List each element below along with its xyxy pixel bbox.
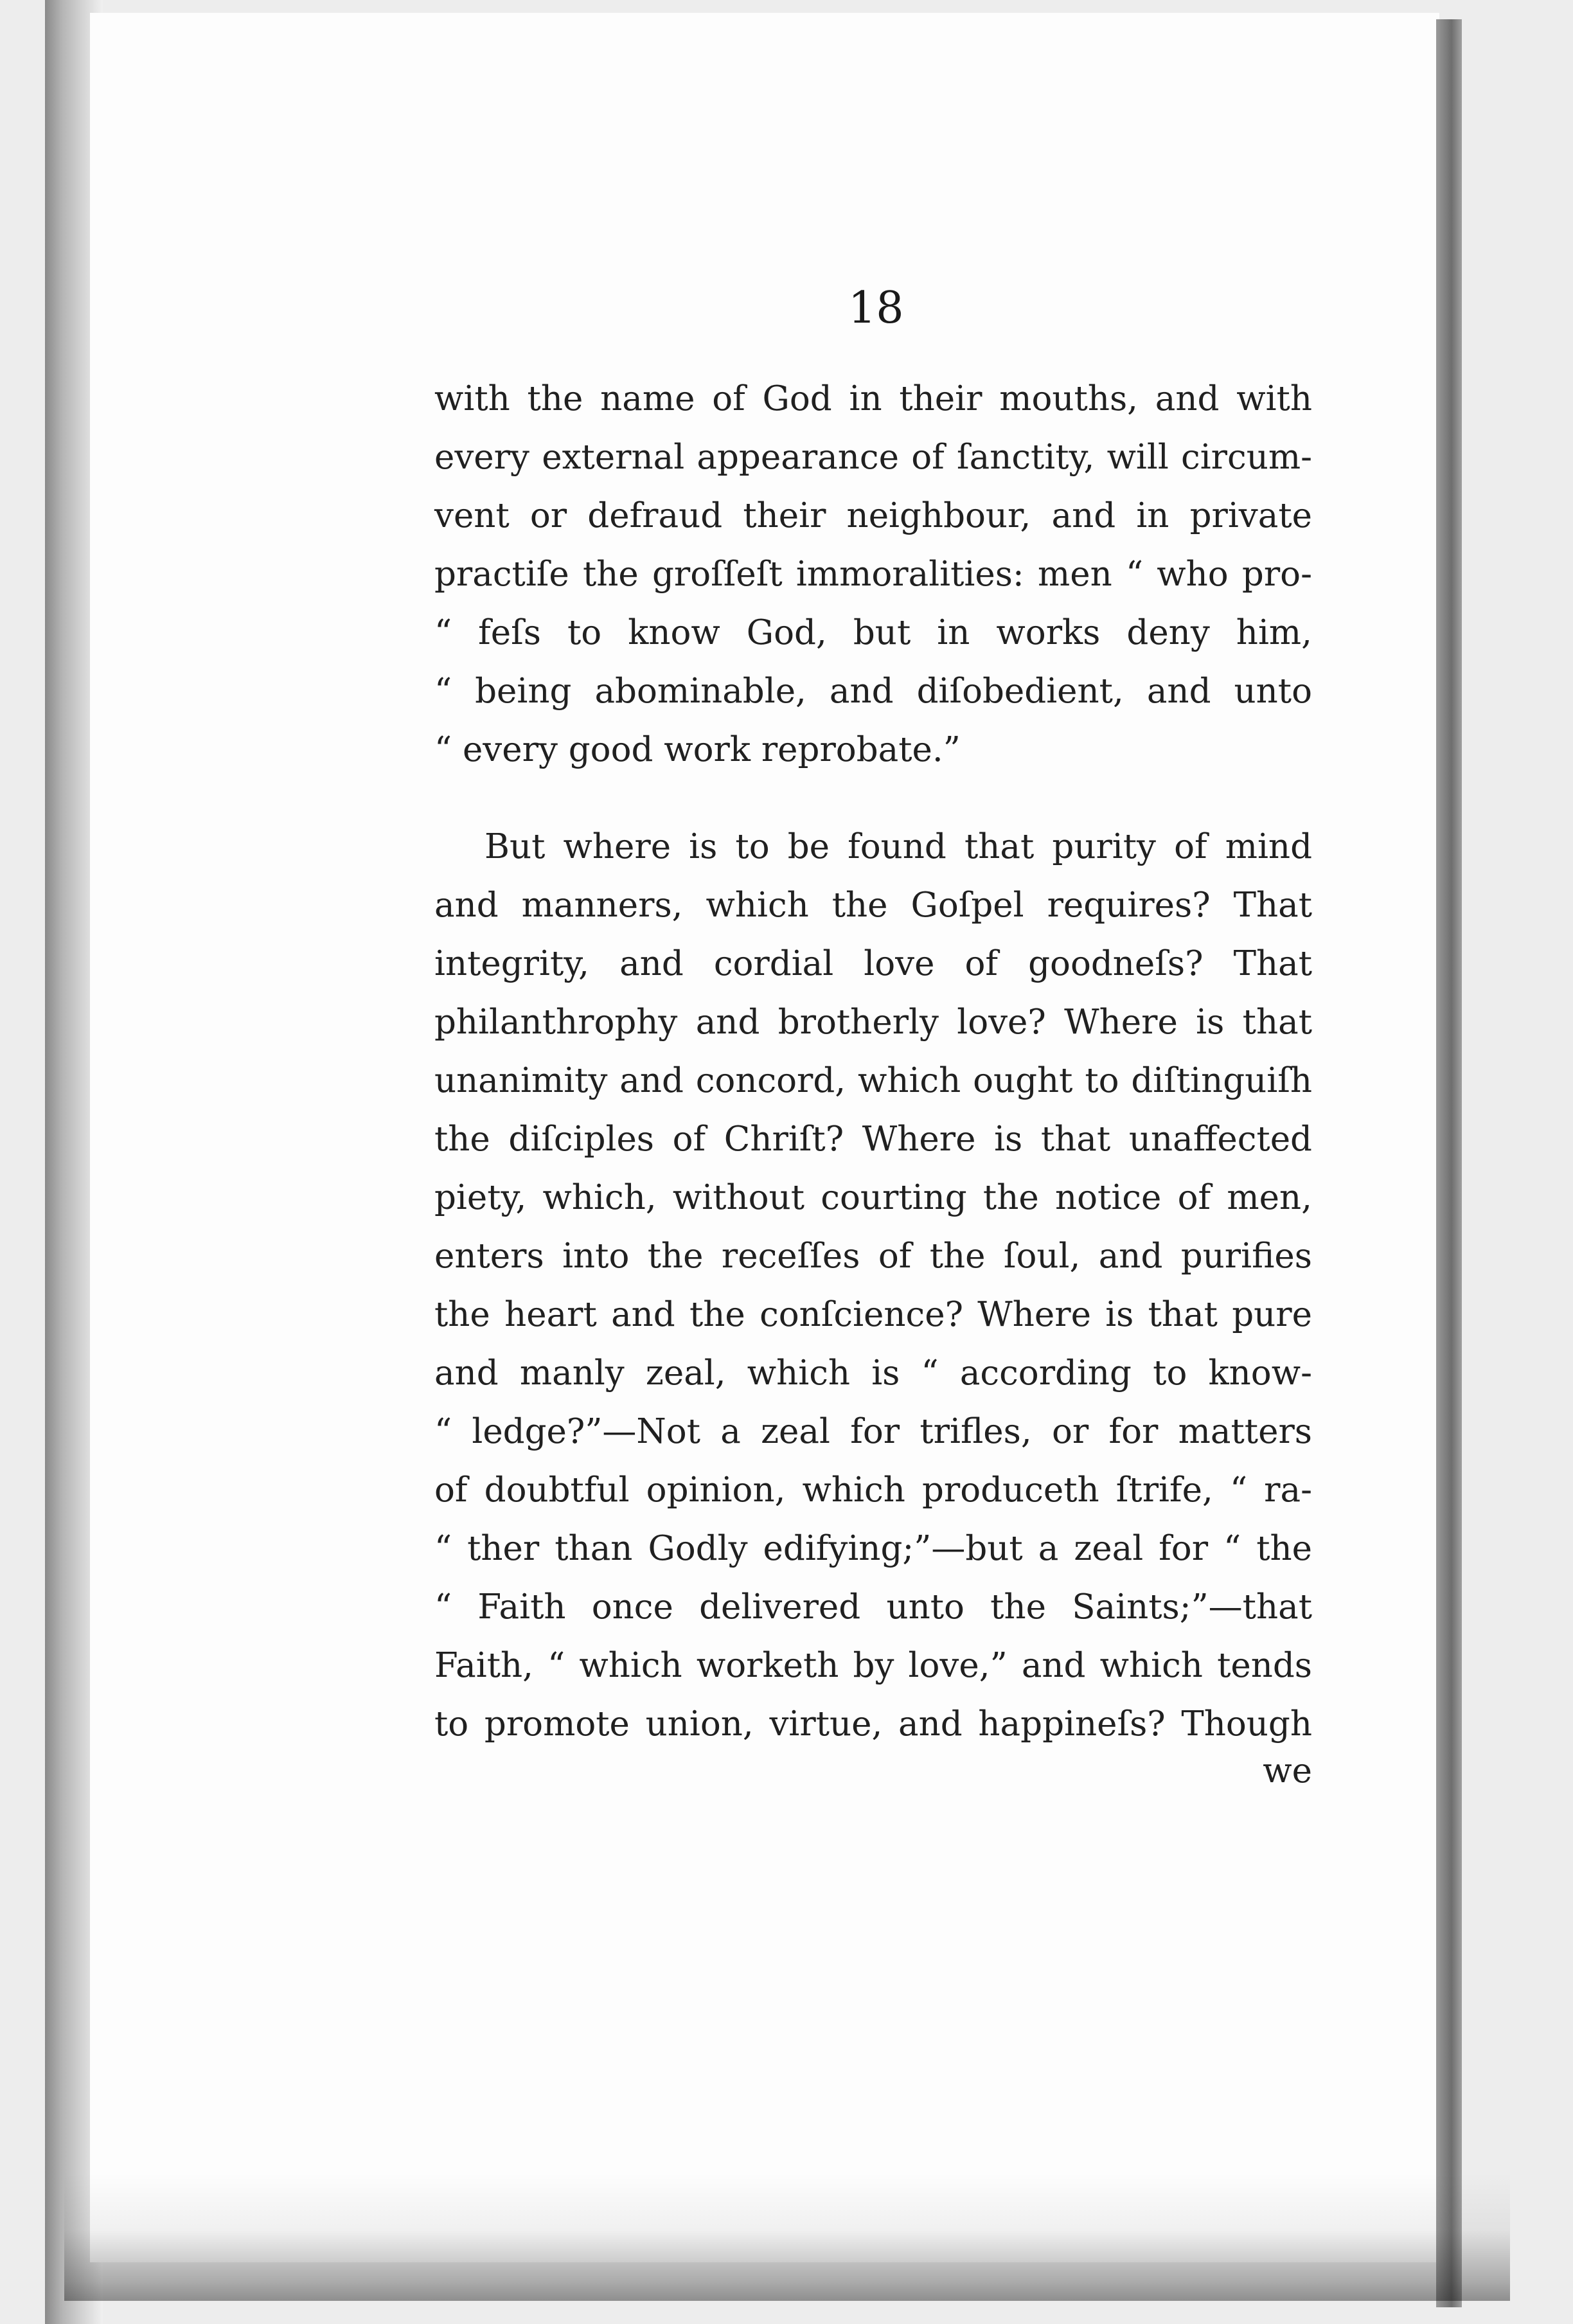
text-line: “ every good work reprobate.” <box>434 730 961 769</box>
book-edge-right <box>1436 19 1462 2307</box>
paragraph-2 <box>434 818 1312 1753</box>
text-line: “ ther than Godly edifying;”—but a zeal for “ the <box>434 1529 1312 1568</box>
text-line: “ feſs to know God, but in works deny him, <box>434 613 1312 652</box>
text-line: But where is to be found that purity of mind <box>484 827 1312 866</box>
text-line: enters into the receſſes of the ſoul, and purifies <box>434 1237 1312 1276</box>
text-line: vent or defraud their neighbour, and in private <box>434 496 1312 535</box>
page-number: 18 <box>848 283 904 334</box>
text-line: practiſe the groſſeſt immoralities: men “ who pro- <box>434 555 1312 594</box>
text-line: the diſciples of Chriſt? Where is that unaffected <box>434 1120 1312 1159</box>
text-line: “ Faith once delivered unto the Saints;”—that <box>434 1587 1312 1627</box>
paragraph-1 <box>434 370 1312 779</box>
paragraph-gap <box>434 779 1312 818</box>
text-line: “ ledge?”—Not a zeal for trifles, or for matters <box>434 1412 1312 1451</box>
text-line: with the name of God in their mouths, and with <box>434 379 1312 418</box>
text-line: the heart and the conſcience? Where is that pure <box>434 1295 1312 1334</box>
text-line: integrity, and cordial love of goodneſs? That <box>434 944 1312 983</box>
body-text <box>434 370 1312 1753</box>
text-line: of doubtful opinion, which produceth ſtrife, “ ra- <box>434 1470 1312 1510</box>
text-line: piety, which, without courting the notice of men, <box>434 1178 1312 1217</box>
text-line: to promote union, virtue, and happineſs? Though <box>434 1704 1312 1744</box>
text-line: Faith, “ which worketh by love,” and which tends <box>434 1646 1312 1685</box>
text-line: every external appearance of ſanctity, will circum- <box>434 438 1312 477</box>
catchword: we <box>1263 1751 1312 1791</box>
text-line: unanimity and concord, which ought to diſtinguiſh <box>434 1061 1312 1100</box>
page-bottom-shadow <box>64 2172 1510 2301</box>
text-line: “ being abominable, and diſobedient, and unto <box>434 672 1312 711</box>
text-line: philanthrophy and brotherly love? Where is that <box>434 1003 1312 1042</box>
text-line: and manners, which the Goſpel requires? That <box>434 886 1312 925</box>
text-line: and manly zeal, which is “ according to know- <box>434 1354 1312 1393</box>
